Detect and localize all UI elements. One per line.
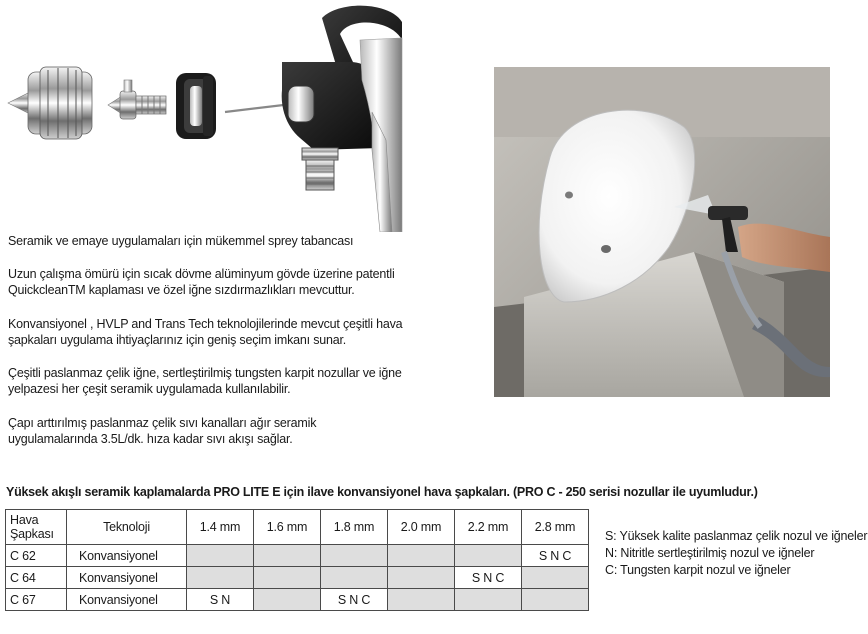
technology-cell: Konvansiyonel (67, 545, 187, 567)
washbasin-spraying-photo (494, 67, 830, 397)
table-header-row (6, 510, 589, 545)
air-cap-cell: C 62 (6, 545, 67, 567)
compat-cell (388, 545, 455, 567)
legend-item: N: Nitritle sertleştirilmiş nozul ve iğneler (605, 546, 815, 560)
compat-cell (187, 567, 254, 589)
col-header-size: 2.8 mm (522, 510, 589, 545)
feature-paragraph: Çapı arttırılmış paslanmaz çelik sıvı kanalları ağır seramik uygulamalarında 3.5L/dk. hıza kadar sıvı akışı sağlar. (8, 416, 317, 446)
compat-cell (321, 545, 388, 567)
compat-cell: S N (187, 589, 254, 611)
air-cap-part (8, 67, 92, 139)
compat-cell (187, 545, 254, 567)
table-title: Yüksek akışlı seramik kaplamalarda PRO LITE E için ilave konvansiyonel hava şapkaları. (PRO C - 250 serisi nozullar ile uyumludur.) (6, 485, 758, 499)
compat-cell: S N C (522, 545, 589, 567)
compat-cell (254, 589, 321, 611)
compat-cell (254, 545, 321, 567)
compat-cell (455, 545, 522, 567)
compat-cell (388, 567, 455, 589)
col-header-size: 1.4 mm (187, 510, 254, 545)
col-header-size: 2.0 mm (388, 510, 455, 545)
table-row (6, 567, 589, 589)
air-cap-cell: C 64 (6, 567, 67, 589)
legend-item: C: Tungsten karpit nozul ve iğneler (605, 563, 791, 577)
compat-cell: S N C (455, 567, 522, 589)
col-header-technology: Teknoloji (67, 510, 187, 545)
compat-cell (522, 567, 589, 589)
spray-gun-parts-illustration (0, 0, 420, 232)
compat-cell (455, 589, 522, 611)
col-header-air-cap: Hava Şapkası (6, 510, 67, 545)
technology-cell: Konvansiyonel (67, 567, 187, 589)
compat-cell (522, 589, 589, 611)
nozzle-part (108, 80, 166, 119)
baffle-ring-part (176, 73, 216, 139)
air-cap-table (5, 509, 589, 611)
compat-cell (321, 567, 388, 589)
spray-gun-body (282, 6, 402, 232)
col-header-size: 1.8 mm (321, 510, 388, 545)
compat-cell: S N C (321, 589, 388, 611)
feature-paragraph: Uzun çalışma ömürü için sıcak dövme alüminyum gövde üzerine patentli QuickcleanTM kaplaması ve özel iğne sızdırmazlıkları mevcuttur. (8, 267, 395, 297)
compat-cell (254, 567, 321, 589)
table-row (6, 545, 589, 567)
col-header-size: 2.2 mm (455, 510, 522, 545)
feature-paragraph: Seramik ve emaye uygulamaları için mükemmel sprey tabancası (8, 234, 354, 248)
table-row (6, 589, 589, 611)
col-header-size: 1.6 mm (254, 510, 321, 545)
air-cap-cell: C 67 (6, 589, 67, 611)
technology-cell: Konvansiyonel (67, 589, 187, 611)
legend-item: S: Yüksek kalite paslanmaz çelik nozul ve iğneler (605, 529, 868, 543)
feature-paragraph: Konvansiyonel , HVLP and Trans Tech teknolojilerinde mevcut çeşitli hava şapkaları uygulama ihtiyaçlarınız için geniş seçim imkanı sunar. (8, 317, 403, 347)
feature-paragraph: Çeşitli paslanmaz çelik iğne, sertleştirilmiş tungsten karpit nozullar ve iğne yelpazesi her çeşit seramik uygulamada kullanılabilir. (8, 366, 402, 396)
compat-cell (388, 589, 455, 611)
needle-part (225, 104, 292, 112)
